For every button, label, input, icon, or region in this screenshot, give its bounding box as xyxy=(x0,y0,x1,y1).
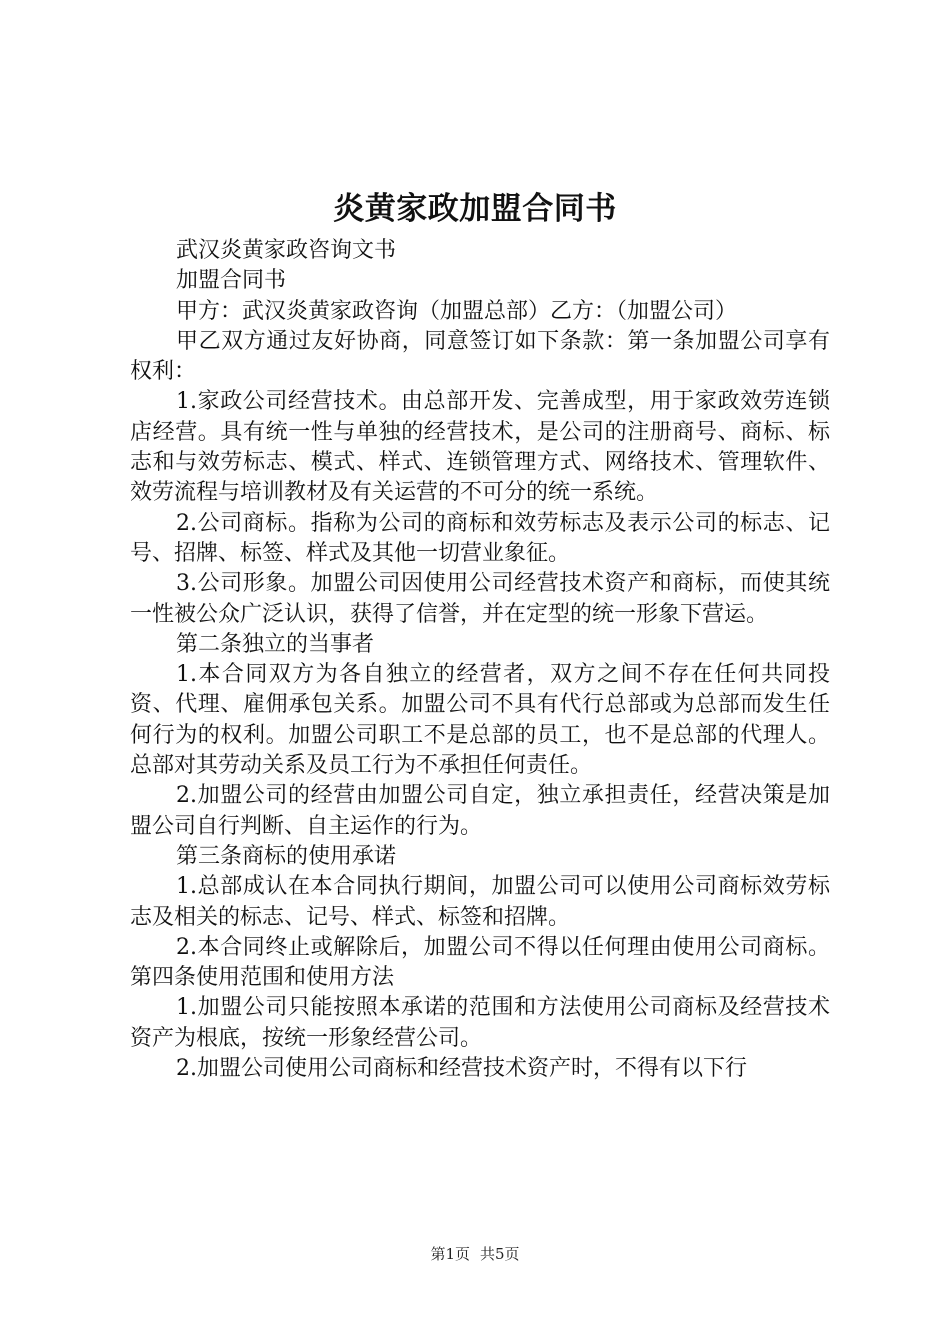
page-number: 第1页 xyxy=(430,1245,470,1263)
paragraph: 2.公司商标。指称为公司的商标和效劳标志及表示公司的标志、记号、招牌、标签、样式及其他一切营业象征。 xyxy=(130,510,830,566)
paragraph: 武汉炎黄家政咨询文书 xyxy=(176,238,397,263)
paragraph: 3.公司形象。加盟公司因使用公司经营技术资产和商标，而使其统一性被公众广泛认识，获得了信誉，并在定型的统一形象下营运。 xyxy=(130,571,830,627)
paragraph: 1.家政公司经营技术。由总部开发、完善成型，用于家政效劳连锁店经营。具有统一性与单独的经营技术，是公司的注册商号、商标、标志和与效劳标志、模式、样式、连锁管理方式、网络技术、管理软件、效劳流程与培训教材及有关运营的不可分的统一系统。 xyxy=(130,389,830,506)
paragraph: 加盟合同书 xyxy=(176,268,287,294)
paragraph: 1.加盟公司只能按照本承诺的范围和方法使用公司商标及经营技术资产为根底，按统一形象经营公司。 xyxy=(130,995,830,1051)
page-footer xyxy=(0,1243,950,1265)
paragraph: 2.加盟公司的经营由加盟公司自定，独立承担责任，经营决策是加盟公司自行判断、自主运作的行为。 xyxy=(130,783,830,839)
paragraph: 甲乙双方通过友好协商，同意签订如下条款：第一条加盟公司享有权利： xyxy=(130,328,830,385)
paragraph: 甲方：武汉炎黄家政咨询（加盟总部）乙方：（加盟公司） xyxy=(176,298,738,324)
section-heading: 第二条独立的当事者 xyxy=(176,631,375,657)
section-heading: 第三条商标的使用承诺 xyxy=(176,843,397,869)
paragraph: 2.加盟公司使用公司商标和经营技术资产时，不得有以下行 xyxy=(176,1056,747,1082)
document-title: 炎黄家政加盟合同书 xyxy=(333,191,617,227)
paragraph: 1.本合同双方为各自独立的经营者，双方之间不存在任何共同投资、代理、雇佣承包关系。加盟公司不具有代行总部或为总部而发生任何行为的权利。加盟公司职工不是总部的员工，也不是总部的代理人。总部对其劳动关系及员工行为不承担任何责任。 xyxy=(130,662,830,779)
page-total: 共5页 xyxy=(480,1245,520,1263)
paragraph: 2.本合同终止或解除后，加盟公司不得以任何理由使用公司商标。第四条使用范围和使用方法 xyxy=(130,934,830,991)
paragraph: 1.总部成认在本合同执行期间，加盟公司可以使用公司商标效劳标志及相关的标志、记号、样式、标签和招牌。 xyxy=(130,874,830,930)
document-body xyxy=(130,236,830,1084)
